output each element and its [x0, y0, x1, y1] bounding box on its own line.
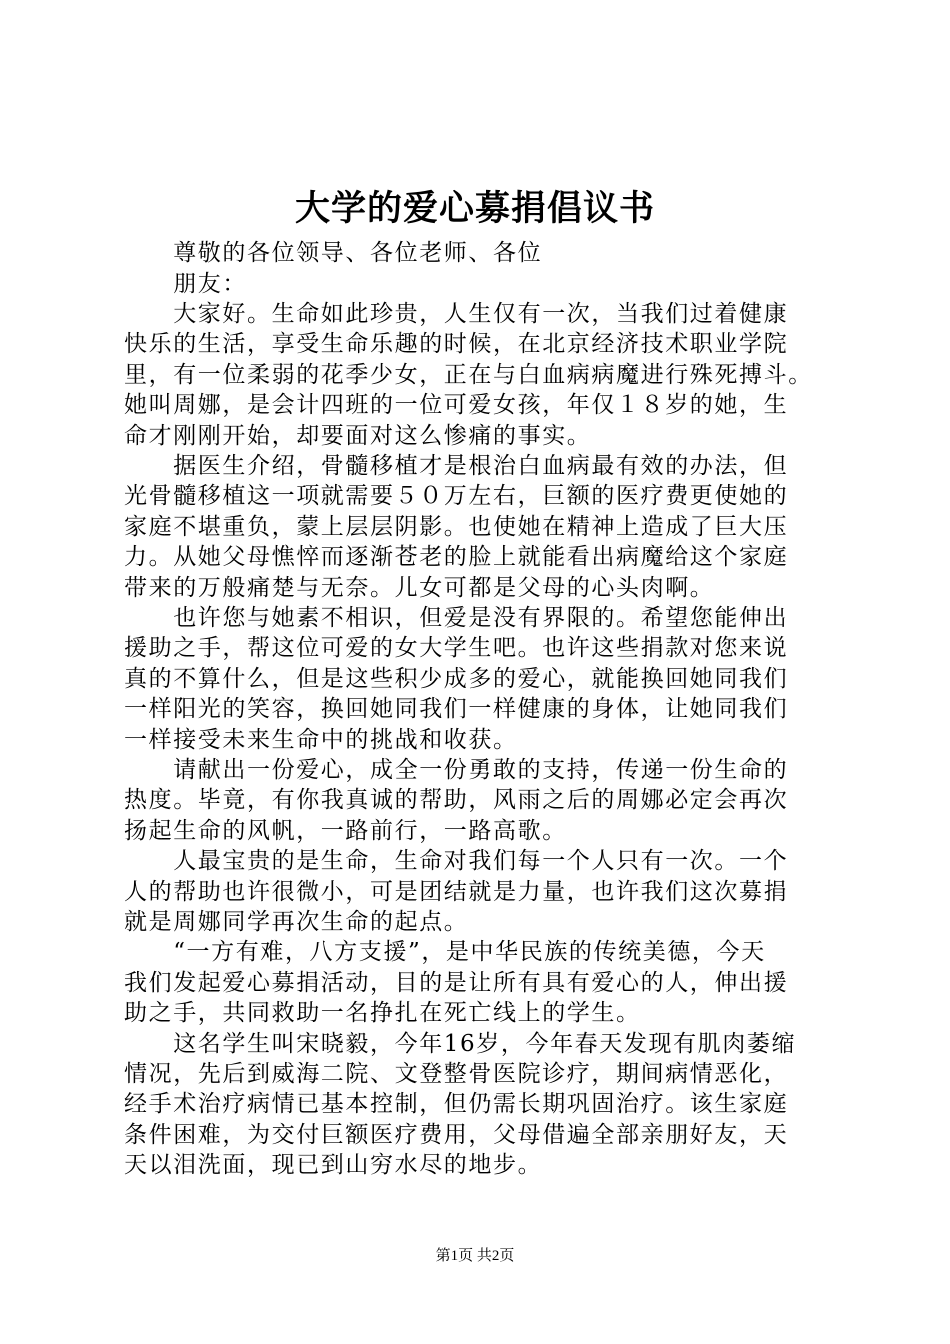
body-line: 朋友： [124, 271, 247, 297]
body-line: 人最宝贵的是生命，生命对我们每一个人只有一次。一个 [124, 848, 789, 874]
body-line: 助之手，共同救助一名挣扎在死亡线上的学生。 [124, 1000, 641, 1026]
body-line: 带来的万般痛楚与无奈。儿女可都是父母的心头肉啊。 [124, 575, 715, 601]
body-line: 援助之手，帮这位可爱的女大学生吧。也许这些捐款对您来说 [124, 635, 789, 661]
body-line: 力。从她父母憔悴而逐渐苍老的脸上就能看出病魔给这个家庭 [124, 544, 789, 570]
body-line: 一样接受未来生命中的挑战和收获。 [124, 727, 518, 753]
body-line: 请献出一份爱心，成全一份勇敢的支持，传递一份生命的 [124, 757, 789, 783]
body-line: 真的不算什么，但是这些积少成多的爱心，就能换回她同我们 [124, 666, 789, 692]
body-line: 经手术治疗病情已基本控制，但仍需长期巩固治疗。该生家庭 [124, 1091, 789, 1117]
body-line: 命才刚刚开始，却要面对这么惨痛的事实。 [124, 423, 592, 449]
body-line: 我们发起爱心募捐活动，目的是让所有具有爱心的人，伸出援 [124, 970, 789, 996]
body-line: 热度。毕竟，有你我真诚的帮助，风雨之后的周娜必定会再次 [124, 787, 789, 813]
body-line: 里，有一位柔弱的花季少女，正在与白血病病魔进行殊死搏斗。 [124, 362, 813, 388]
body-line: 快乐的生活，享受生命乐趣的时候，在北京经济技术职业学院 [124, 331, 789, 357]
body-line: 天以泪洗面，现已到山穷水尽的地步。 [124, 1152, 543, 1178]
body-line: 光骨髓移植这一项就需要５０万左右，巨额的医疗费更使她的 [124, 483, 789, 509]
body-line: 情况，先后到威海二院、文登整骨医院诊疗，期间病情恶化， [124, 1061, 789, 1087]
body-line: 这名学生叫宋晓毅，今年16岁，今年春天发现有肌肉萎缩 [124, 1031, 797, 1057]
body-line: 扬起生命的风帆，一路前行，一路高歌。 [124, 818, 567, 844]
body-line: 家庭不堪重负，蒙上层层阴影。也使她在精神上造成了巨大压 [124, 514, 789, 540]
body-line: 她叫周娜，是会计四班的一位可爱女孩，年仅１８岁的她，生 [124, 392, 789, 418]
document-title: 大学的爱心募捐倡议书 [294, 189, 655, 229]
page-number-footer: 第1页 共2页 [435, 1248, 515, 1264]
body-line: “一方有难，八方支援”，是中华民族的传统美德，今天 [124, 939, 766, 965]
body-line: 也许您与她素不相识，但爱是没有界限的。希望您能伸出 [124, 605, 789, 631]
body-line: 尊敬的各位领导、各位老师、各位 [124, 240, 543, 266]
body-line: 大家好。生命如此珍贵，人生仅有一次，当我们过着健康 [124, 301, 789, 327]
body-line: 就是周娜同学再次生命的起点。 [124, 909, 469, 935]
body-line: 人的帮助也许很微小，可是团结就是力量，也许我们这次募捐 [124, 879, 789, 905]
body-line: 据医生介绍，骨髓移植才是根治白血病最有效的办法，但 [124, 453, 789, 479]
body-line: 一样阳光的笑容，换回她同我们一样健康的身体，让她同我们 [124, 696, 789, 722]
body-line: 条件困难，为交付巨额医疗费用，父母借遍全部亲朋好友，天 [124, 1122, 789, 1148]
